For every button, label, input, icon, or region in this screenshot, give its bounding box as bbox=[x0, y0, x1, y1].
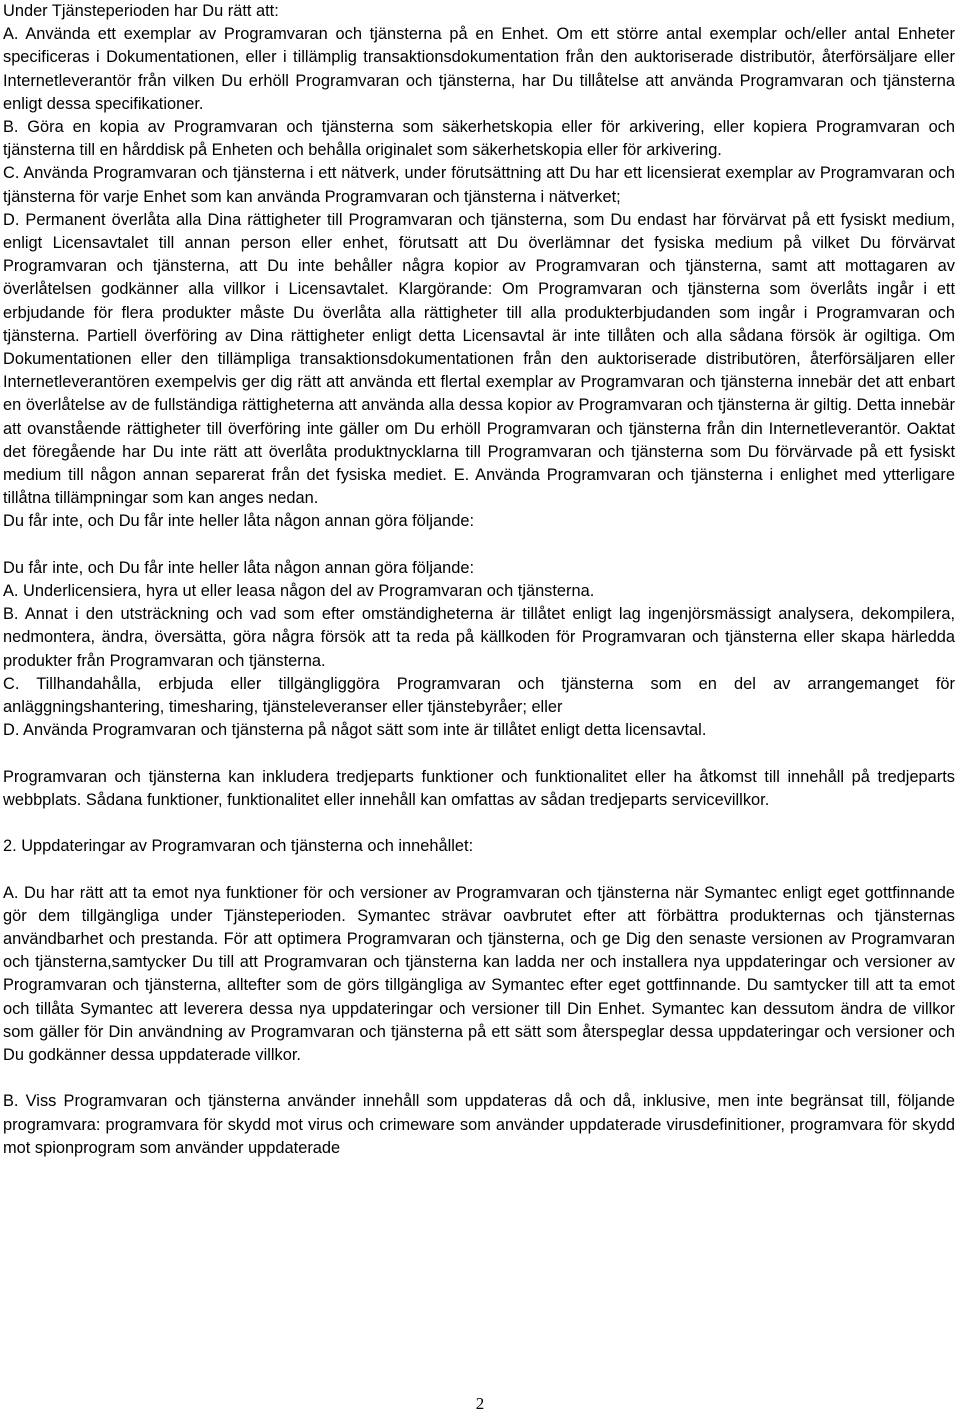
section-2-clause-b: B. Viss Programvaran och tjänsterna använder innehåll som uppdateras då och då, inklusive, men inte begränsat till, följande programvara: programvara för skydd mot virus och crimeware som använder uppdaterade virusdefinitioner, programvara för skydd mot spionprogram som använder uppdaterade bbox=[3, 1092, 955, 1157]
intro-heading: Under Tjänsteperioden har Du rätt att: bbox=[3, 2, 279, 20]
restriction-c-timesharing: C. Tillhandahålla, erbjuda eller tillgängliggöra Programvaran och tjänsterna som en del av arrangemanget för anläggningshantering, timesharing, tjänsteleveranser eller tjänstebyråer; eller bbox=[3, 674, 955, 717]
section-2-heading: 2. Uppdateringar av Programvaran och tjänsterna och innehållet: bbox=[3, 837, 474, 856]
blank-line bbox=[3, 742, 955, 765]
restriction-d-unauthorized-use: D. Använda Programvaran och tjänsterna på något sätt som inte är tillåtet enligt detta licensavtal. bbox=[3, 721, 707, 740]
clause-b-backup-copy: B. Göra en kopia av Programvaran och tjänsterna som säkerhetskopia eller för arkivering, eller kopiera Programvaran och tjänsterna till en hårddisk på Enheten och behålla originalet som säkerhetskopia eller för arkivering. bbox=[3, 118, 955, 160]
clause-a-use-copy: A. Använda ett exemplar av Programvaran och tjänsterna på en Enhet. Om ett större antal exemplar och/eller antal Enheter specificeras i Dokumentationen, eller i tillämplig transaktionsdokumentation från den auktoriserade distributör, återförsäljare eller Internetleverantör från vilken Du erhöll Programvaran och tjänsterna, har Du tillåtelse att använda Programvaran och tjänsterna enligt dessa specifikationer. bbox=[3, 25, 955, 113]
restrictions-heading-2: Du får inte, och Du får inte heller låta någon annan göra följande: bbox=[3, 558, 475, 577]
third-party-paragraph: Programvaran och tjänsterna kan inkludera tredjeparts funktioner och funktionalitet eller ha åtkomst till innehåll på tredjeparts webbplats. Sådana funktioner, funktionalitet eller innehåll kan omfattas av sådan tredjeparts servicevillkor. bbox=[3, 767, 955, 809]
restrictions-heading-1: Du får inte, och Du får inte heller låta någon annan göra följande: bbox=[3, 512, 475, 531]
document-page bbox=[3, 0, 955, 1160]
restriction-b-reverse-engineer: B. Annat i den utsträckning och vad som efter omständigheterna är tillåtet enligt lag ingenjörsmässigt analysera, dekompilera, nedmontera, ändra, översätta, göra några försök att ta reda på källkoden för Programvaran och tjänsterna eller skapa härledda produkter från Programvaran och tjänsterna. bbox=[3, 605, 955, 670]
blank-line bbox=[3, 534, 955, 557]
blank-line bbox=[3, 1067, 955, 1090]
page-number: 2 bbox=[475, 1394, 485, 1413]
blank-line bbox=[3, 858, 955, 881]
section-2-clause-a: A. Du har rätt att ta emot nya funktioner för och versioner av Programvaran och tjänsterna när Symantec enligt eget gottfinnande gör dem tillgängliga under Tjänsteperioden. Symantec strävar oavbrutet efter att förbättra produkternas och tjänsternas användbarhet och prestanda. För att optimera Programvaran och tjänsterna, och ge Dig den senaste versionen av Programvaran och tjänsterna,samtycker Du till att Programvaran och tjänsterna kan ladda ner och installera nya uppdateringar och versioner av Programvaran och tjänsterna, alltefter som de görs tillgängliga av Symantec efter eget gottfinnande. Du samtycker till att ta emot och tillåta Symantec att leverera dessa nya uppdateringar och versioner till Din Enhet. Symantec kan dessutom ändra de villkor som gäller för Din användning av Programvaran och tjänsterna på ett sätt som återspeglar dessa uppdateringar och versioner och Du godkänner dessa uppdaterade villkor. bbox=[3, 883, 955, 1065]
restriction-a-sublicense: A. Underlicensiera, hyra ut eller leasa någon del av Programvaran och tjänsterna. bbox=[3, 582, 595, 601]
clause-d-transfer-rights: D. Permanent överlåta alla Dina rättigheter till Programvaran och tjänsterna, som Du endast har förvärvat på ett fysiskt medium, enligt Licensavtalet till annan person eller enhet, förutsatt att Du överlämnar det fysiska medium på vilket Du förvärvat Programvaran och tjänsterna, att Du inte behåller några kopior av Programvaran och tjänsterna, samt att mottagaren av överlåtelsen godkänner alla villkor i Licensavtalet. Klargörande: Om Programvaran och tjänsterna som överlåts ingår i ett erbjudande för flera produkter måste Du överlåta alla rättigheter till alla produkterbjudanden som ingår i Programvaran och tjänsterna. Partiell överföring av Dina rättigheter enligt detta Licensavtal är inte tillåten och alla sådana försök är ogiltiga. Om Dokumentationen eller den tillämpliga transaktionsdokumentationen från den auktoriserade distributören, återförsäljaren eller Internetleverantören exempelvis ger dig rätt att använda ett flertal exemplar av Programvaran och tjänsterna innebär det att enbart en överlåtelse av de fullständiga rättigheterna att använda alla dessa kopior av Programvaran och tjänsterna är giltig. Detta innebär att ovanstående rättigheter till överföring inte gäller om Du erhöll Programvaran och tjänsterna från din Internetleverantör. Oaktat det föregående har Du inte rätt att överlåta produktnycklarna till Programvaran och tjänsterna som Du förvärvade på ett fysiskt medium till någon annan separerat från det fysiska mediet. E. Använda Programvaran och tjänsterna i enlighet med ytterligare tillåtna tillämpningar som kan anges nedan. bbox=[3, 210, 955, 508]
blank-line bbox=[3, 812, 955, 835]
clause-c-network-use: C. Använda Programvaran och tjänsterna i ett nätverk, under förutsättning att Du har ett licensierat exemplar av Programvaran och tjänsterna för varje Enhet som kan använda Programvaran och tjänsterna i nätverket; bbox=[3, 164, 955, 206]
